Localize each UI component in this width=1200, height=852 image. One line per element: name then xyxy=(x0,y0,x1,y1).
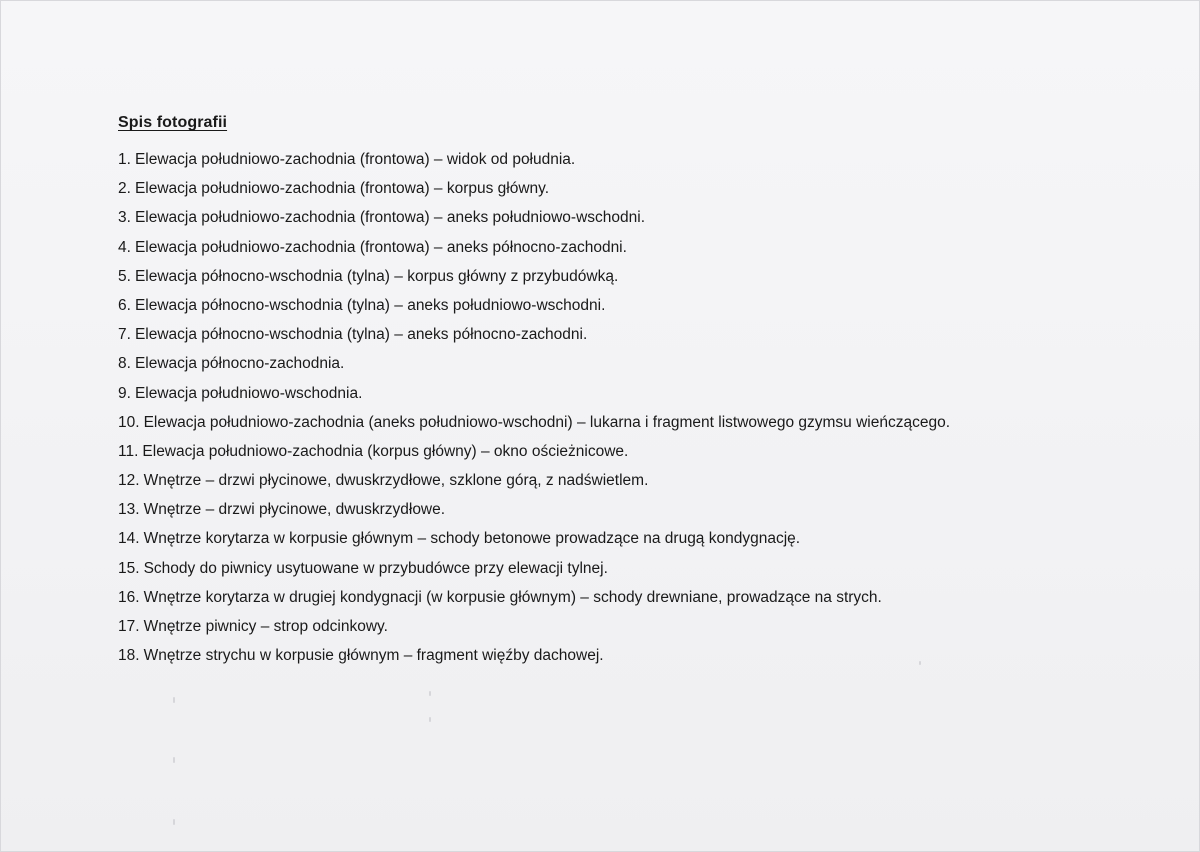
scan-speck xyxy=(173,757,175,763)
item-number: 12. xyxy=(118,472,140,490)
list-item xyxy=(118,179,950,208)
list-item xyxy=(118,617,950,646)
item-text: Elewacja północno-wschodnia (tylna) – aneks południowo-wschodni. xyxy=(134,296,606,314)
list-item xyxy=(118,471,950,500)
item-text: Wnętrze – drzwi płycinowe, dwuskrzydłowe. xyxy=(143,501,446,519)
item-text: Elewacja południowo-zachodnia (korpus główny) – okno ościeżnicowe. xyxy=(142,442,629,460)
item-text: Elewacja południowo-wschodnia. xyxy=(134,384,363,402)
item-number: 14. xyxy=(118,530,140,548)
item-number: 8. xyxy=(118,355,131,373)
list-item xyxy=(118,413,950,442)
list-item xyxy=(118,208,950,237)
list-item xyxy=(118,384,950,413)
item-number: 15. xyxy=(118,559,140,577)
scan-speck xyxy=(429,691,431,696)
list-item xyxy=(118,559,950,588)
item-text: Elewacja południowo-zachodnia (frontowa) – korpus główny. xyxy=(134,180,550,198)
item-text: Elewacja północno-zachodnia. xyxy=(134,355,345,373)
list-item xyxy=(118,442,950,471)
list-item xyxy=(118,588,950,617)
list-item xyxy=(118,646,950,675)
item-number: 9. xyxy=(118,384,131,402)
item-text: Schody do piwnicy usytuowane w przybudówce przy elewacji tylnej. xyxy=(143,559,608,577)
scan-speck xyxy=(919,661,921,665)
item-number: 7. xyxy=(118,326,131,344)
item-number: 13. xyxy=(118,501,140,519)
item-number: 5. xyxy=(118,267,131,285)
item-text: Elewacja północno-wschodnia (tylna) – korpus główny z przybudówką. xyxy=(134,267,619,285)
item-text: Elewacja północno-wschodnia (tylna) – aneks północno-zachodni. xyxy=(134,326,588,344)
item-number: 1. xyxy=(118,151,131,168)
photo-list xyxy=(118,150,950,675)
scan-speck xyxy=(429,717,431,722)
item-text: Elewacja południowo-zachodnia (aneks południowo-wschodni) – lukarna i fragment listwowego gzymsu wieńczącego. xyxy=(143,413,950,431)
item-text: Elewacja południowo-zachodnia (frontowa) – aneks północno-zachodni. xyxy=(134,238,627,256)
item-text: Wnętrze piwnicy – strop odcinkowy. xyxy=(143,618,388,635)
item-number: 4. xyxy=(118,238,131,256)
list-item xyxy=(118,296,950,325)
item-number: 3. xyxy=(118,209,131,227)
scan-speck xyxy=(173,819,175,825)
item-text: Wnętrze korytarza w drugiej kondygnacji (w korpusie głównym) – schody drewniane, prowadzące na strych. xyxy=(143,588,882,606)
item-text: Elewacja południowo-zachodnia (frontowa) – widok od południa. xyxy=(134,151,576,168)
item-number: 11. xyxy=(118,442,139,460)
list-item xyxy=(118,150,950,179)
item-text: Wnętrze strychu w korpusie głównym – fragment więźby dachowej. xyxy=(143,647,604,665)
item-number: 18. xyxy=(118,647,140,665)
list-item xyxy=(118,325,950,354)
item-text: Elewacja południowo-zachodnia (frontowa) – aneks południowo-wschodni. xyxy=(134,209,646,227)
item-number: 10. xyxy=(118,413,140,431)
item-number: 2. xyxy=(118,180,131,198)
list-item xyxy=(118,500,950,529)
item-text: Wnętrze – drzwi płycinowe, dwuskrzydłowe, szklone górą, z nadświetlem. xyxy=(143,472,649,490)
document-title: Spis fotografii xyxy=(118,114,228,131)
item-number: 16. xyxy=(118,588,140,606)
list-item xyxy=(118,238,950,267)
item-number: 6. xyxy=(118,296,131,314)
list-item xyxy=(118,267,950,296)
list-item xyxy=(118,529,950,558)
list-item xyxy=(118,354,950,383)
item-number: 17. xyxy=(118,618,140,635)
scan-speck xyxy=(173,697,175,703)
item-text: Wnętrze korytarza w korpusie głównym – schody betonowe prowadzące na drugą kondygnację. xyxy=(143,530,801,548)
